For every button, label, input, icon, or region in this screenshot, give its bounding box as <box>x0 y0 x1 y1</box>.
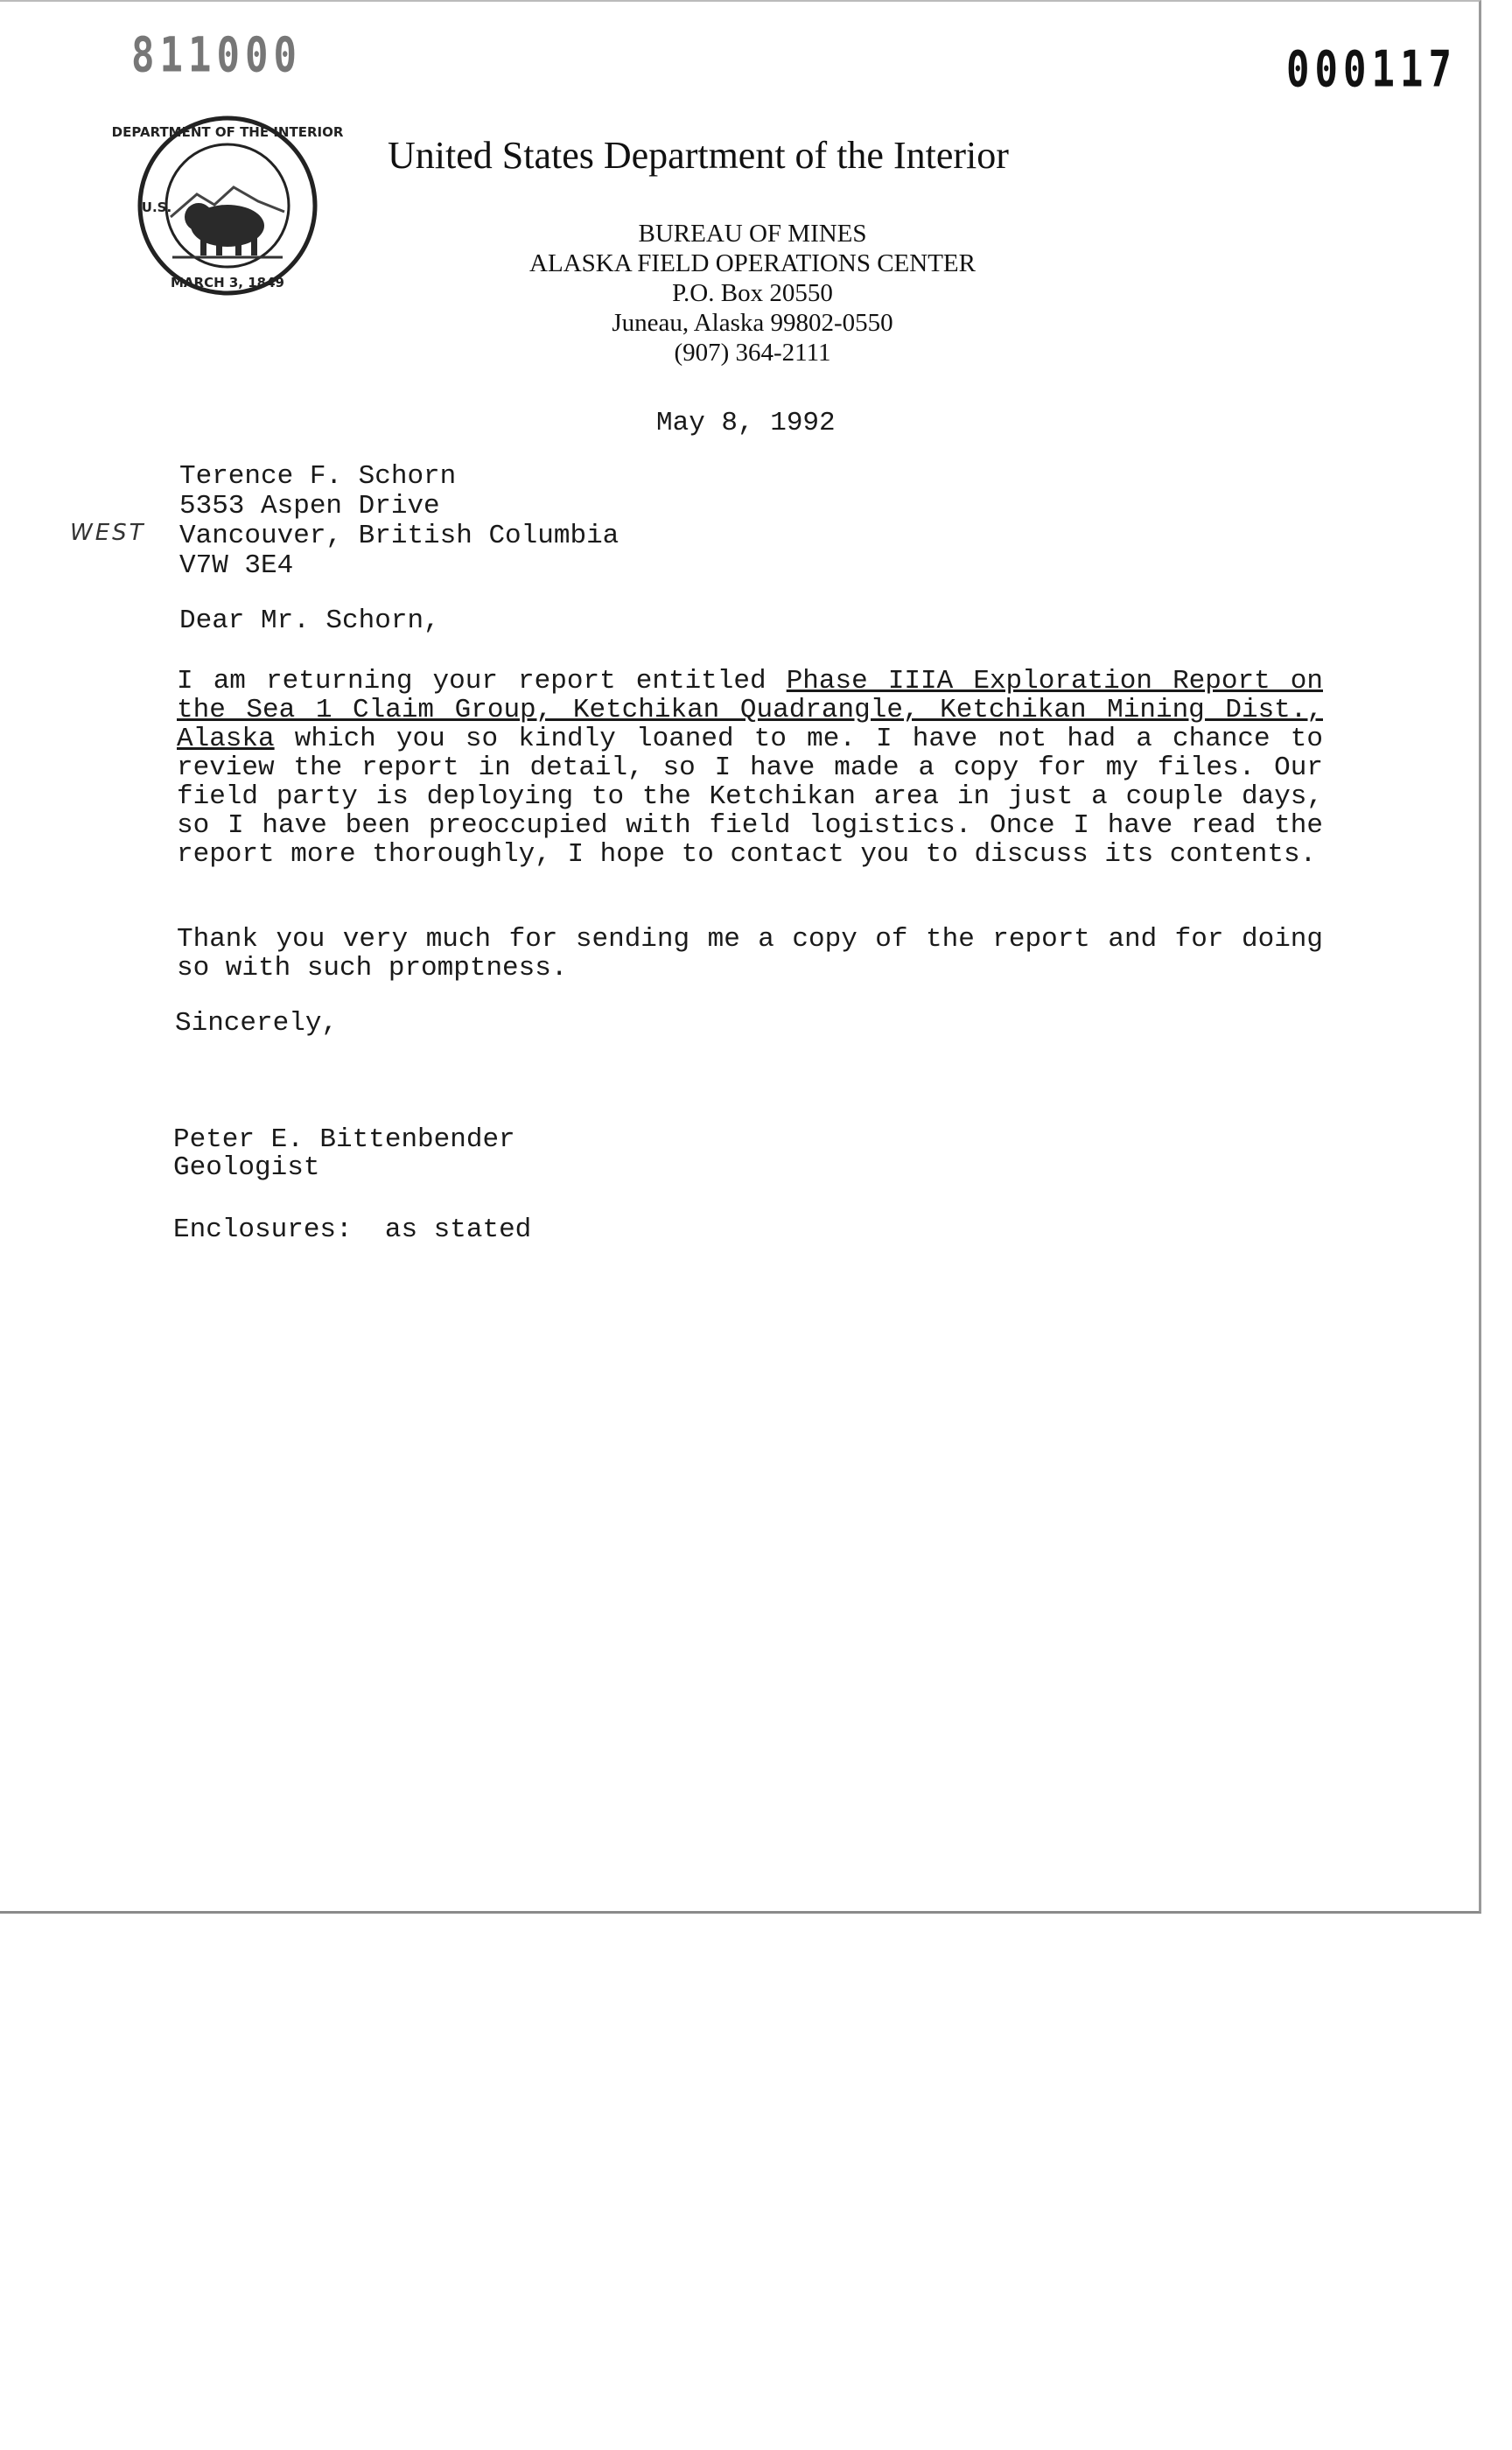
letterhead-address-block <box>438 219 1068 368</box>
recipient-street: 5353 Aspen Drive <box>179 491 440 522</box>
department-name: United States Department of the Interior <box>388 134 1009 177</box>
enclosures-value: as stated <box>384 1214 532 1245</box>
closing: Sincerely, <box>175 1008 339 1039</box>
body-paragraph-1 <box>177 667 1323 869</box>
paragraph-1-rest: which you so kindly loaned to me. I have not had a chance to review the report in detail, so I have made a copy for my files. Our field party is deploying to the Ketchikan area in just a couple days, so I have been preoccupied with field logistics. Once I have read the report more thoroughly, I hope to contact you to discuss its contents. <box>177 724 1323 870</box>
recipient-postal-code: V7W 3E4 <box>179 550 294 581</box>
po-box: P.O. Box 20550 <box>672 279 833 307</box>
recipient-name: Terence F. Schorn <box>179 461 457 492</box>
phone-number: (907) 364-2111 <box>674 339 831 367</box>
paragraph-1-lead: I am returning your report entitled <box>177 666 787 696</box>
handwritten-note: WEST <box>70 520 146 546</box>
seal-graphic <box>111 114 344 298</box>
recipient-city: Vancouver, British Columbia <box>179 521 620 551</box>
seal-text-bottom: MARCH 3, 1849 <box>171 275 284 290</box>
signer-title: Geologist <box>173 1152 320 1183</box>
body-paragraph-2: Thank you very much for sending me a copy of the report and for doing so with such promptness. <box>177 924 1323 984</box>
enclosures-label: Enclosures: <box>173 1214 353 1245</box>
seal-text-top: DEPARTMENT OF THE INTERIOR <box>111 124 344 140</box>
signature-block <box>173 1126 515 1182</box>
enclosures-line <box>173 1214 531 1245</box>
department-seal-icon <box>111 114 344 298</box>
document-number-stamp-right: 000117 <box>1286 40 1457 99</box>
bureau-name: BUREAU OF MINES <box>638 220 867 248</box>
signer-name: Peter E. Bittenbender <box>173 1124 515 1155</box>
city-line: Juneau, Alaska 99802-0550 <box>612 309 893 337</box>
center-name: ALASKA FIELD OPERATIONS CENTER <box>529 249 976 277</box>
seal-text-left: U.S. <box>141 200 172 215</box>
document-number-stamp-left: 811000 <box>131 27 302 84</box>
letter-date: May 8, 1992 <box>656 408 836 438</box>
recipient-address <box>179 462 619 581</box>
salutation: Dear Mr. Schorn, <box>179 606 440 636</box>
report-title: Phase IIIA Exploration Report on the Sea 1 Claim Group, Ketchikan Quadrangle, Ketchikan Mining Dist., Alaska <box>177 666 1323 754</box>
